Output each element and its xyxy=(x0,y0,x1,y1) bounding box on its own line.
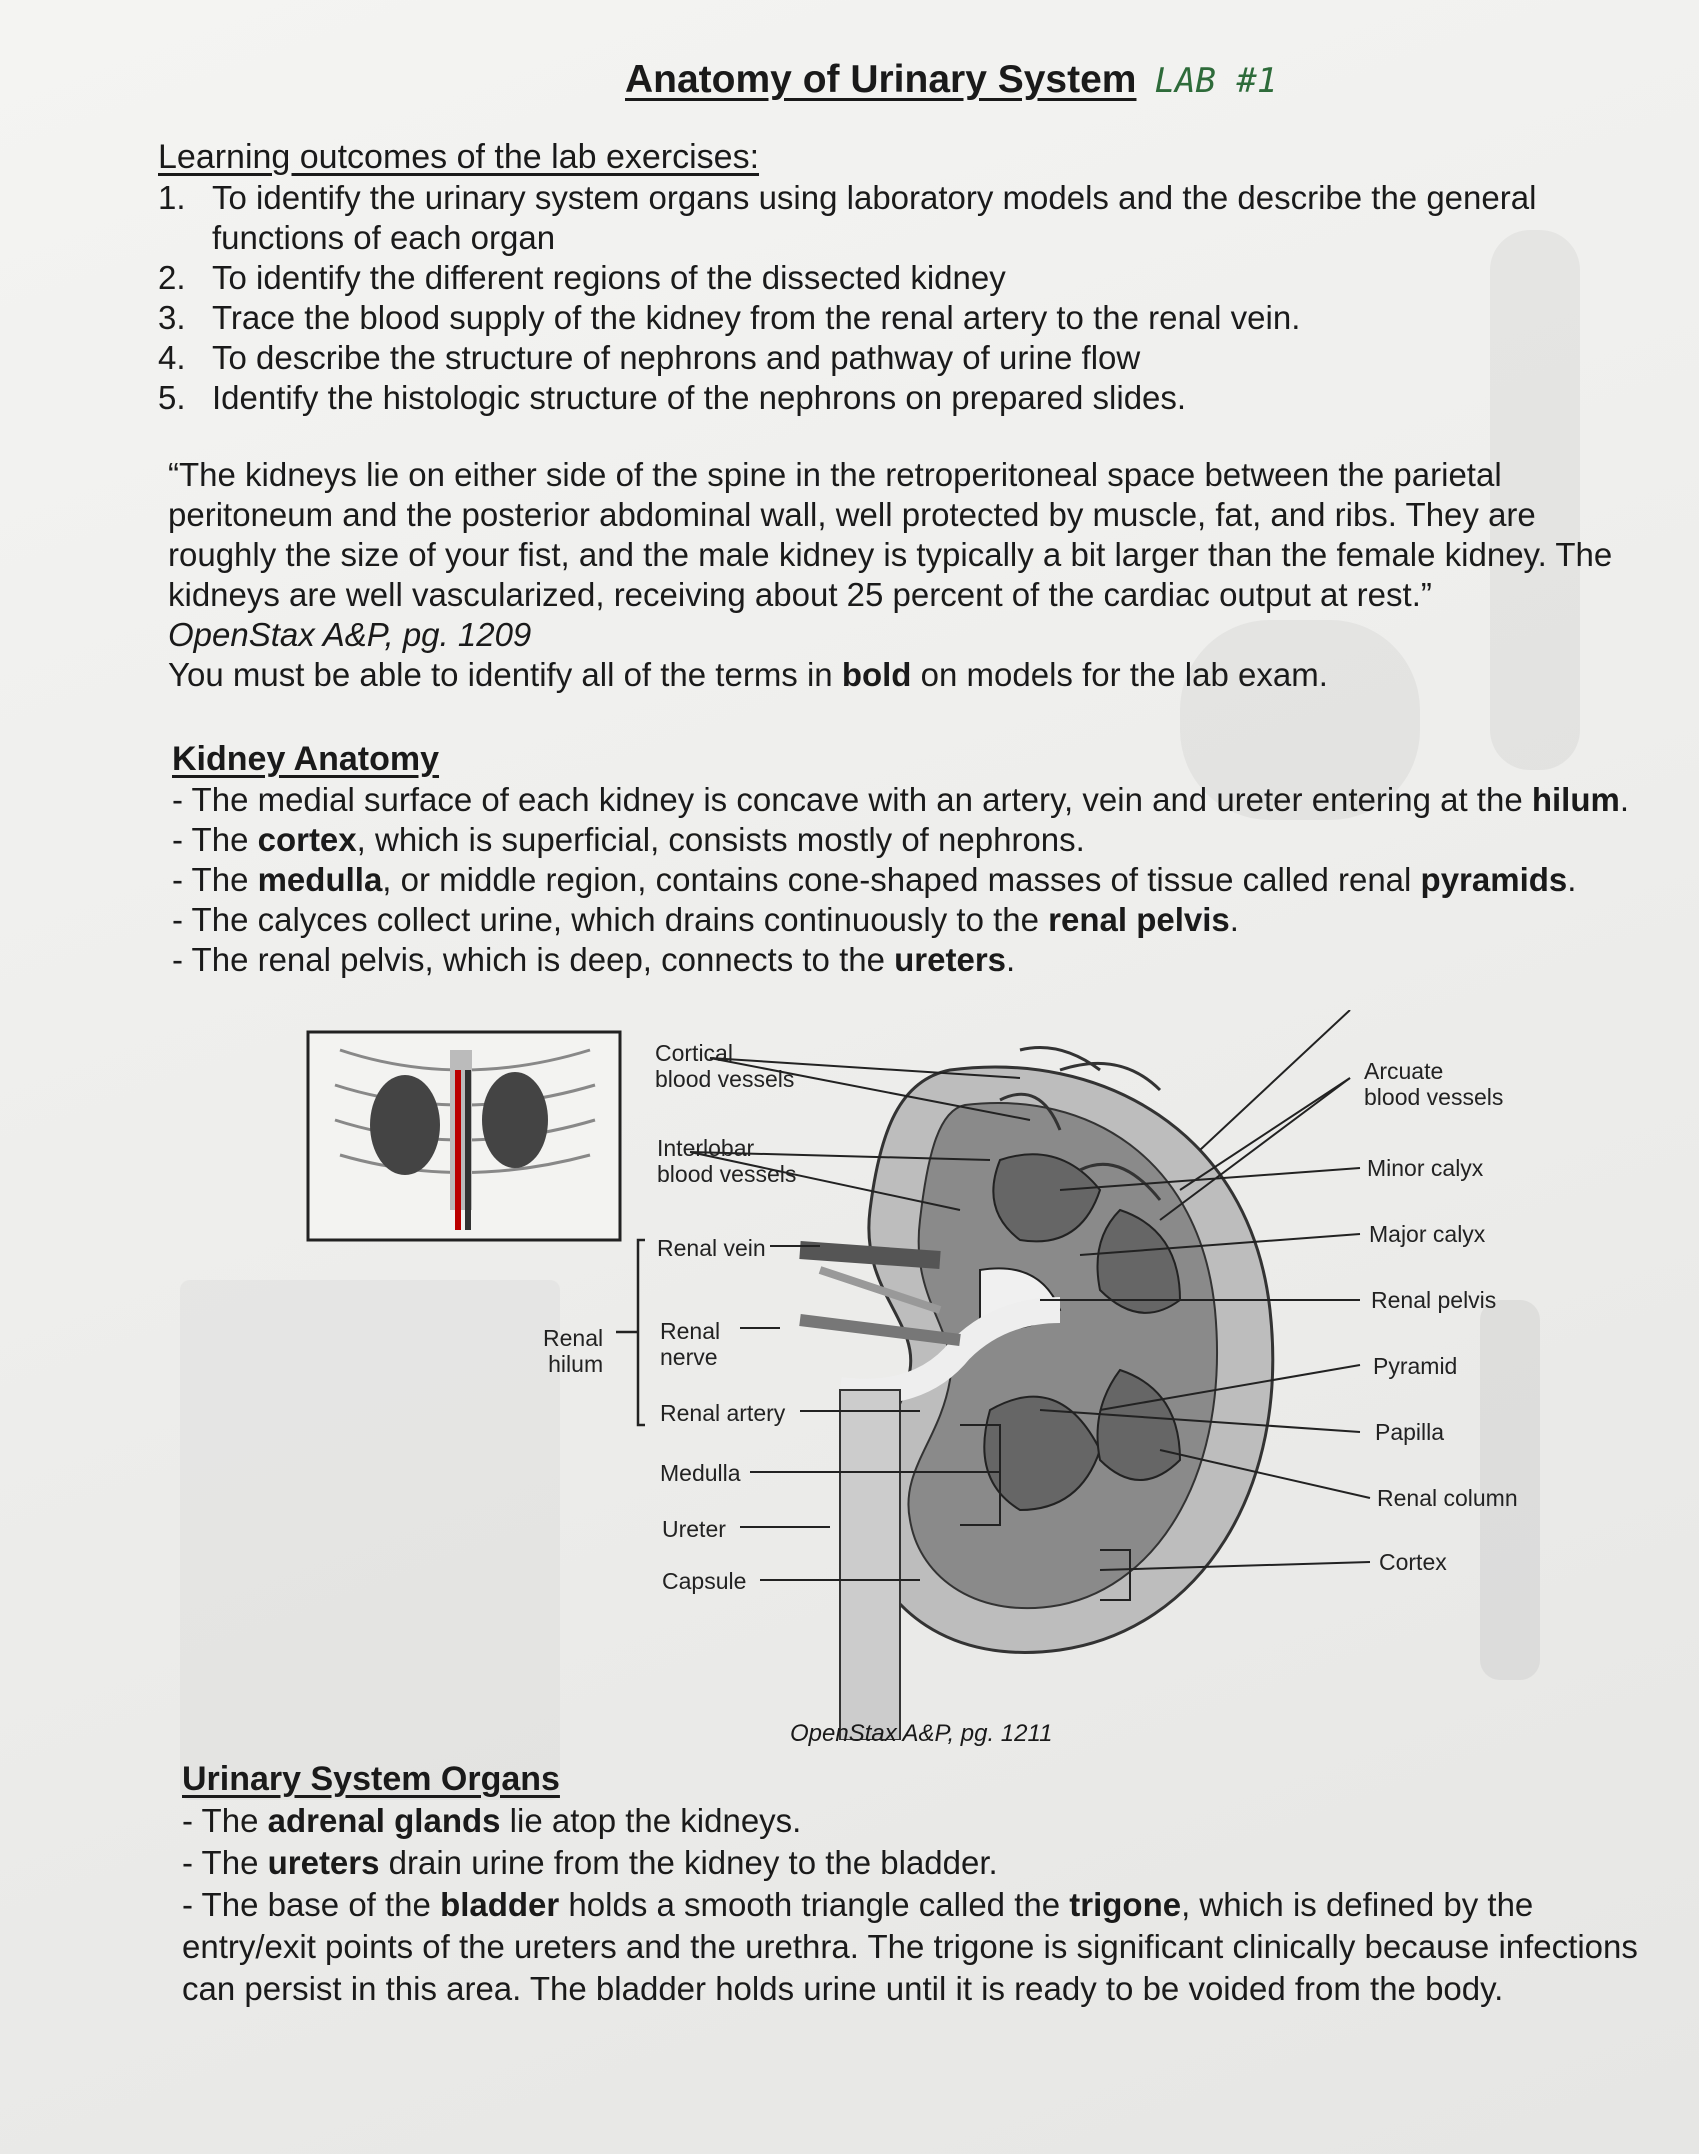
kidney-line-hilum: - The medial surface of each kidney is concave with an artery, vein and ureter entering at the hilum. xyxy=(172,781,1630,818)
label-ureter: Ureter xyxy=(662,1516,726,1542)
quote-source: OpenStax A&P, pg. 1209 xyxy=(168,616,532,653)
quote-text: “The kidneys lie on either side of the spine in the retroperitoneal space between the parietal peritoneum and the posterior abdominal wall, well protected by muscle, fat, and ribs. They are roughly the size of your fist, and the male kidney is typically a bit larger than the female kidney. The kidneys are well vascularized, receiving about 25 percent of the cardiac output at rest.” xyxy=(168,456,1613,613)
label-major-calyx: Major calyx xyxy=(1369,1221,1486,1247)
kidney-line-cortex: - The cortex, which is superficial, consists mostly of nephrons. xyxy=(172,821,1085,858)
kidney-anatomy-text xyxy=(172,780,1642,980)
kidney-illustration xyxy=(300,1010,1550,1740)
list-item: 5. Identify the histologic structure of the nephrons on prepared slides. xyxy=(158,379,1187,416)
label-cortex: Cortex xyxy=(1379,1549,1447,1575)
urinary-organs-heading: Urinary System Organs xyxy=(182,1760,560,1798)
exam-instruction: You must be able to identify all of the terms in bold on models for the lab exam. xyxy=(168,656,1328,693)
kidney-line-calyces: - The calyces collect urine, which drains continuously to the renal pelvis. xyxy=(172,901,1239,938)
organs-line-bladder: - The base of the bladder holds a smooth triangle called the trigone, which is defined by the entry/exit points of the ureters and the urethra. The trigone is significant clinically because infections can persist in this area. The bladder holds urine until it is ready to be voided from the body. xyxy=(182,1886,1638,2007)
label-renal-artery: Renal artery xyxy=(660,1400,786,1426)
list-item: 4. To describe the structure of nephrons and pathway of urine flow xyxy=(158,339,1141,376)
kidney-figure xyxy=(300,1010,1550,1740)
organs-line-ureters: - The ureters drain urine from the kidney to the bladder. xyxy=(182,1844,998,1881)
kidney-anatomy-heading: Kidney Anatomy xyxy=(172,740,440,778)
organs-line-adrenal: - The adrenal glands lie atop the kidneys. xyxy=(182,1802,802,1839)
label-minor-calyx: Minor calyx xyxy=(1367,1155,1484,1181)
page-title: Anatomy of Urinary System xyxy=(625,58,1137,101)
urinary-organs-text xyxy=(182,1800,1667,2010)
kidney-section xyxy=(800,1048,1273,1741)
label-medulla: Medulla xyxy=(660,1460,741,1486)
label-renal-nerve: Renal nerve xyxy=(660,1318,721,1370)
label-arcuate-blood-vessels: Arcuate blood vessels xyxy=(1364,1058,1504,1110)
label-cortical-blood-vessels: Cortical blood vessels xyxy=(655,1040,795,1092)
title-row xyxy=(625,58,1277,102)
label-renal-column: Renal column xyxy=(1377,1485,1518,1511)
label-renal-pelvis: Renal pelvis xyxy=(1371,1287,1497,1313)
list-item: 1. To identify the urinary system organs using laboratory models and the describe the general functions of each organ xyxy=(158,179,1537,256)
label-papilla: Papilla xyxy=(1375,1419,1445,1445)
kidney-line-medulla: - The medulla, or middle region, contains cone-shaped masses of tissue called renal pyramids. xyxy=(172,861,1577,898)
handwritten-lab-note: LAB #1 xyxy=(1154,61,1278,101)
list-item: 3. Trace the blood supply of the kidney from the renal artery to the renal vein. xyxy=(158,299,1301,336)
kidney-line-pelvis: - The renal pelvis, which is deep, connects to the ureters. xyxy=(172,941,1016,978)
label-capsule: Capsule xyxy=(662,1568,747,1594)
label-renal-hilum: Renal hilum xyxy=(543,1325,604,1377)
kidney-quote xyxy=(168,455,1628,655)
learning-outcomes-list xyxy=(158,178,1628,418)
label-interlobar-blood-vessels: Interlobar blood vessels xyxy=(657,1135,797,1187)
list-item: 2. To identify the different regions of the dissected kidney xyxy=(158,259,1006,296)
torso-inset xyxy=(308,1032,620,1240)
label-renal-vein: Renal vein xyxy=(657,1235,766,1261)
learning-outcomes-heading: Learning outcomes of the lab exercises: xyxy=(158,138,760,176)
figure-caption: OpenStax A&P, pg. 1211 xyxy=(790,1720,1053,1747)
label-pyramid: Pyramid xyxy=(1373,1353,1458,1379)
